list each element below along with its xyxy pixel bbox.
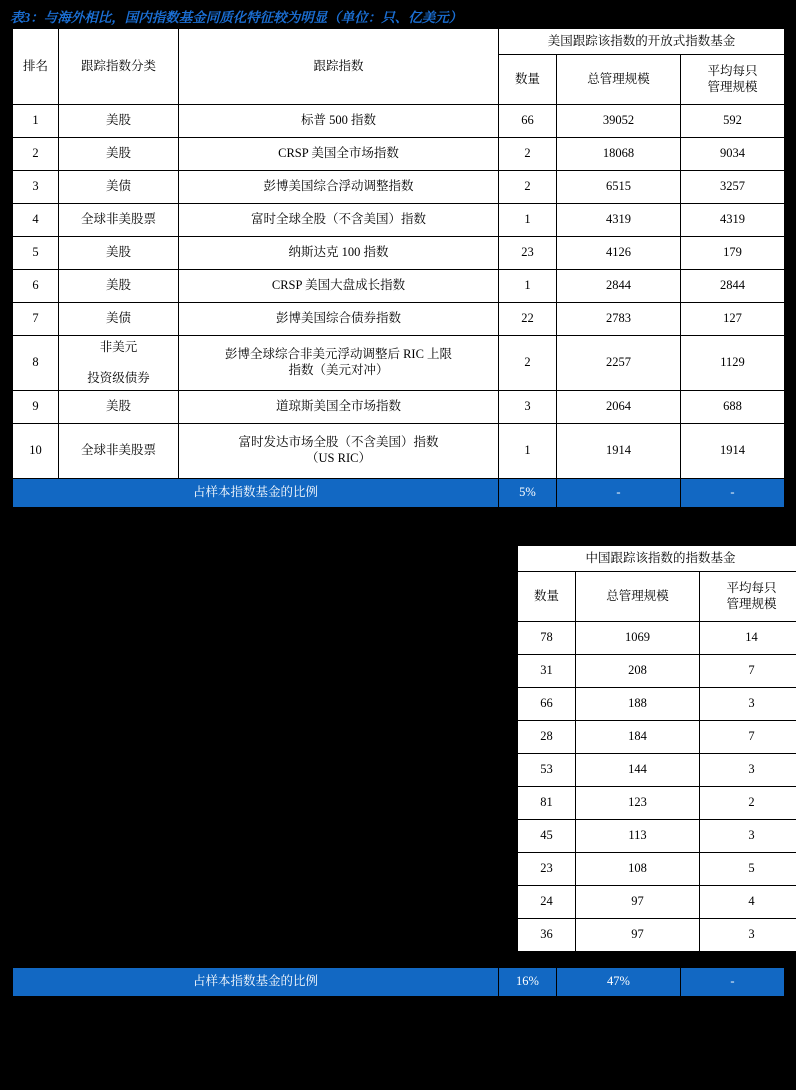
cell-rank: 3 bbox=[13, 171, 59, 204]
table-row bbox=[518, 688, 796, 721]
cell-aum: 6515 bbox=[557, 171, 681, 204]
cell-aum: 39052 bbox=[557, 105, 681, 138]
cell-count: 2 bbox=[499, 171, 557, 204]
cell-index-line2: 指数（美元对冲） bbox=[288, 363, 389, 377]
cell-avg: 5 bbox=[700, 853, 796, 886]
table-row bbox=[518, 622, 796, 655]
table-row bbox=[13, 303, 785, 336]
cell-avg: 179 bbox=[681, 237, 785, 270]
cell-aum: 113 bbox=[576, 820, 700, 853]
cell-count: 1 bbox=[499, 424, 557, 479]
table-row bbox=[13, 270, 785, 303]
cn-table-header-sub-row bbox=[518, 572, 796, 622]
cell-count: 45 bbox=[518, 820, 576, 853]
cell-aum: 18068 bbox=[557, 138, 681, 171]
cell-index: CRSP 美国全市场指数 bbox=[179, 138, 499, 171]
cell-aum: 97 bbox=[576, 886, 700, 919]
table-row bbox=[13, 336, 785, 391]
cell-avg: 2 bbox=[700, 787, 796, 820]
ratio-aum: - bbox=[557, 479, 681, 508]
cell-count: 28 bbox=[518, 721, 576, 754]
cell-count: 3 bbox=[499, 391, 557, 424]
cell-aum: 184 bbox=[576, 721, 700, 754]
cell-avg: 7 bbox=[700, 655, 796, 688]
cell-index-line2: （US RIC） bbox=[306, 451, 371, 465]
cell-count: 66 bbox=[518, 688, 576, 721]
cell-category: 全球非美股票 bbox=[59, 204, 179, 237]
cell-category: 美股 bbox=[59, 138, 179, 171]
cell-index-line1: 富时发达市场全股（不含美国）指数 bbox=[238, 435, 439, 450]
cell-index: 彭博美国综合浮动调整指数 bbox=[179, 171, 499, 204]
page-title: 表3：与海外相比，国内指数基金同质化特征较为明显（单位：只、亿美元） bbox=[10, 10, 463, 25]
table-row bbox=[13, 391, 785, 424]
cell-count: 31 bbox=[518, 655, 576, 688]
cell-category-line1: 非美元 bbox=[99, 339, 138, 354]
cell-avg: 14 bbox=[700, 622, 796, 655]
col-header-avg bbox=[700, 572, 796, 622]
cell-avg: 688 bbox=[681, 391, 785, 424]
cell-count: 22 bbox=[499, 303, 557, 336]
cell-avg: 7 bbox=[700, 721, 796, 754]
cell-index bbox=[179, 424, 499, 479]
col-header-count: 数量 bbox=[499, 55, 557, 105]
table-row bbox=[518, 787, 796, 820]
cell-aum: 208 bbox=[576, 655, 700, 688]
col-header-category: 跟踪指数分类 bbox=[59, 29, 179, 105]
cell-rank: 8 bbox=[13, 336, 59, 391]
cell-rank: 6 bbox=[13, 270, 59, 303]
cell-aum: 2257 bbox=[557, 336, 681, 391]
cell-aum: 188 bbox=[576, 688, 700, 721]
col-header-avg-line1: 平均每只 bbox=[707, 63, 758, 78]
cell-count: 23 bbox=[499, 237, 557, 270]
cell-rank: 1 bbox=[13, 105, 59, 138]
cell-index: 标普 500 指数 bbox=[179, 105, 499, 138]
cell-rank: 10 bbox=[13, 424, 59, 479]
col-header-us-group: 美国跟踪该指数的开放式指数基金 bbox=[499, 29, 785, 55]
table-row bbox=[13, 237, 785, 270]
cell-index: 纳斯达克 100 指数 bbox=[179, 237, 499, 270]
cell-index-line1: 彭博全球综合非美元浮动调整后 RIC 上限 bbox=[224, 347, 453, 362]
cell-rank: 9 bbox=[13, 391, 59, 424]
table-row bbox=[518, 919, 796, 952]
cell-rank: 7 bbox=[13, 303, 59, 336]
col-header-rank: 排名 bbox=[13, 29, 59, 105]
cell-aum: 4319 bbox=[557, 204, 681, 237]
table-row bbox=[518, 820, 796, 853]
cell-index: 道琼斯美国全市场指数 bbox=[179, 391, 499, 424]
cell-category bbox=[59, 336, 179, 391]
ratio-count: 5% bbox=[499, 479, 557, 508]
cell-category-line2: 投资级债券 bbox=[87, 370, 150, 385]
ratio-aum: 47% bbox=[557, 968, 681, 997]
cell-aum: 2064 bbox=[557, 391, 681, 424]
cell-count: 53 bbox=[518, 754, 576, 787]
cell-aum: 2844 bbox=[557, 270, 681, 303]
col-header-avg-line1: 平均每只 bbox=[726, 580, 777, 595]
table-header-group-row bbox=[13, 29, 785, 55]
cell-avg: 1129 bbox=[681, 336, 785, 391]
cell-category: 全球非美股票 bbox=[59, 424, 179, 479]
cell-category: 美债 bbox=[59, 171, 179, 204]
table-row bbox=[13, 105, 785, 138]
cell-count: 24 bbox=[518, 886, 576, 919]
table-row bbox=[13, 138, 785, 171]
cell-aum: 1914 bbox=[557, 424, 681, 479]
cell-avg: 9034 bbox=[681, 138, 785, 171]
cell-aum: 1069 bbox=[576, 622, 700, 655]
cell-aum: 2783 bbox=[557, 303, 681, 336]
cell-avg: 1914 bbox=[681, 424, 785, 479]
cell-category: 美股 bbox=[59, 391, 179, 424]
table-row bbox=[518, 655, 796, 688]
table-row bbox=[13, 204, 785, 237]
ratio-label: 占样本指数基金的比例 bbox=[13, 968, 499, 997]
cell-count: 1 bbox=[499, 270, 557, 303]
cell-avg: 592 bbox=[681, 105, 785, 138]
cell-count: 78 bbox=[518, 622, 576, 655]
cell-avg: 3 bbox=[700, 919, 796, 952]
us-ratio-row bbox=[13, 479, 785, 508]
ratio-avg: - bbox=[681, 479, 785, 508]
cn-index-funds-table bbox=[517, 545, 796, 952]
cell-count: 2 bbox=[499, 336, 557, 391]
cell-aum: 144 bbox=[576, 754, 700, 787]
col-header-avg-line2: 管理规模 bbox=[726, 596, 777, 611]
cell-avg: 3 bbox=[700, 820, 796, 853]
cell-avg: 2844 bbox=[681, 270, 785, 303]
cell-avg: 3 bbox=[700, 754, 796, 787]
cell-avg: 3257 bbox=[681, 171, 785, 204]
cell-count: 23 bbox=[518, 853, 576, 886]
cn-table-header-group-row bbox=[518, 546, 796, 572]
ratio-label: 占样本指数基金的比例 bbox=[13, 479, 499, 508]
table-row bbox=[518, 853, 796, 886]
cell-count: 1 bbox=[499, 204, 557, 237]
cell-category: 美股 bbox=[59, 105, 179, 138]
cell-rank: 5 bbox=[13, 237, 59, 270]
cell-index: CRSP 美国大盘成长指数 bbox=[179, 270, 499, 303]
cn-ratio-row bbox=[13, 968, 785, 997]
col-header-aum: 总管理规模 bbox=[557, 55, 681, 105]
col-header-aum: 总管理规模 bbox=[576, 572, 700, 622]
cell-index bbox=[179, 336, 499, 391]
cell-aum: 97 bbox=[576, 919, 700, 952]
col-header-avg-line2: 管理规模 bbox=[707, 79, 758, 94]
cell-aum: 123 bbox=[576, 787, 700, 820]
cell-count: 81 bbox=[518, 787, 576, 820]
cell-category: 美股 bbox=[59, 270, 179, 303]
cn-ratio-table bbox=[12, 967, 785, 997]
cell-index: 富时全球全股（不含美国）指数 bbox=[179, 204, 499, 237]
table-row bbox=[518, 886, 796, 919]
cell-count: 66 bbox=[499, 105, 557, 138]
table-row bbox=[13, 171, 785, 204]
cell-avg: 4 bbox=[700, 886, 796, 919]
ratio-count: 16% bbox=[499, 968, 557, 997]
cell-rank: 4 bbox=[13, 204, 59, 237]
cell-avg: 4319 bbox=[681, 204, 785, 237]
table-row bbox=[518, 721, 796, 754]
col-header-index: 跟踪指数 bbox=[179, 29, 499, 105]
table-row bbox=[518, 754, 796, 787]
cell-aum: 108 bbox=[576, 853, 700, 886]
us-index-funds-table bbox=[12, 28, 785, 508]
cell-category: 美债 bbox=[59, 303, 179, 336]
cell-rank: 2 bbox=[13, 138, 59, 171]
col-header-cn-group: 中国跟踪该指数的指数基金 bbox=[518, 546, 796, 572]
cell-count: 36 bbox=[518, 919, 576, 952]
cell-index: 彭博美国综合债券指数 bbox=[179, 303, 499, 336]
cell-aum: 4126 bbox=[557, 237, 681, 270]
table-row bbox=[13, 424, 785, 479]
ratio-avg: - bbox=[681, 968, 785, 997]
cell-avg: 127 bbox=[681, 303, 785, 336]
col-header-avg bbox=[681, 55, 785, 105]
cell-count: 2 bbox=[499, 138, 557, 171]
cell-category: 美股 bbox=[59, 237, 179, 270]
col-header-count: 数量 bbox=[518, 572, 576, 622]
cell-avg: 3 bbox=[700, 688, 796, 721]
